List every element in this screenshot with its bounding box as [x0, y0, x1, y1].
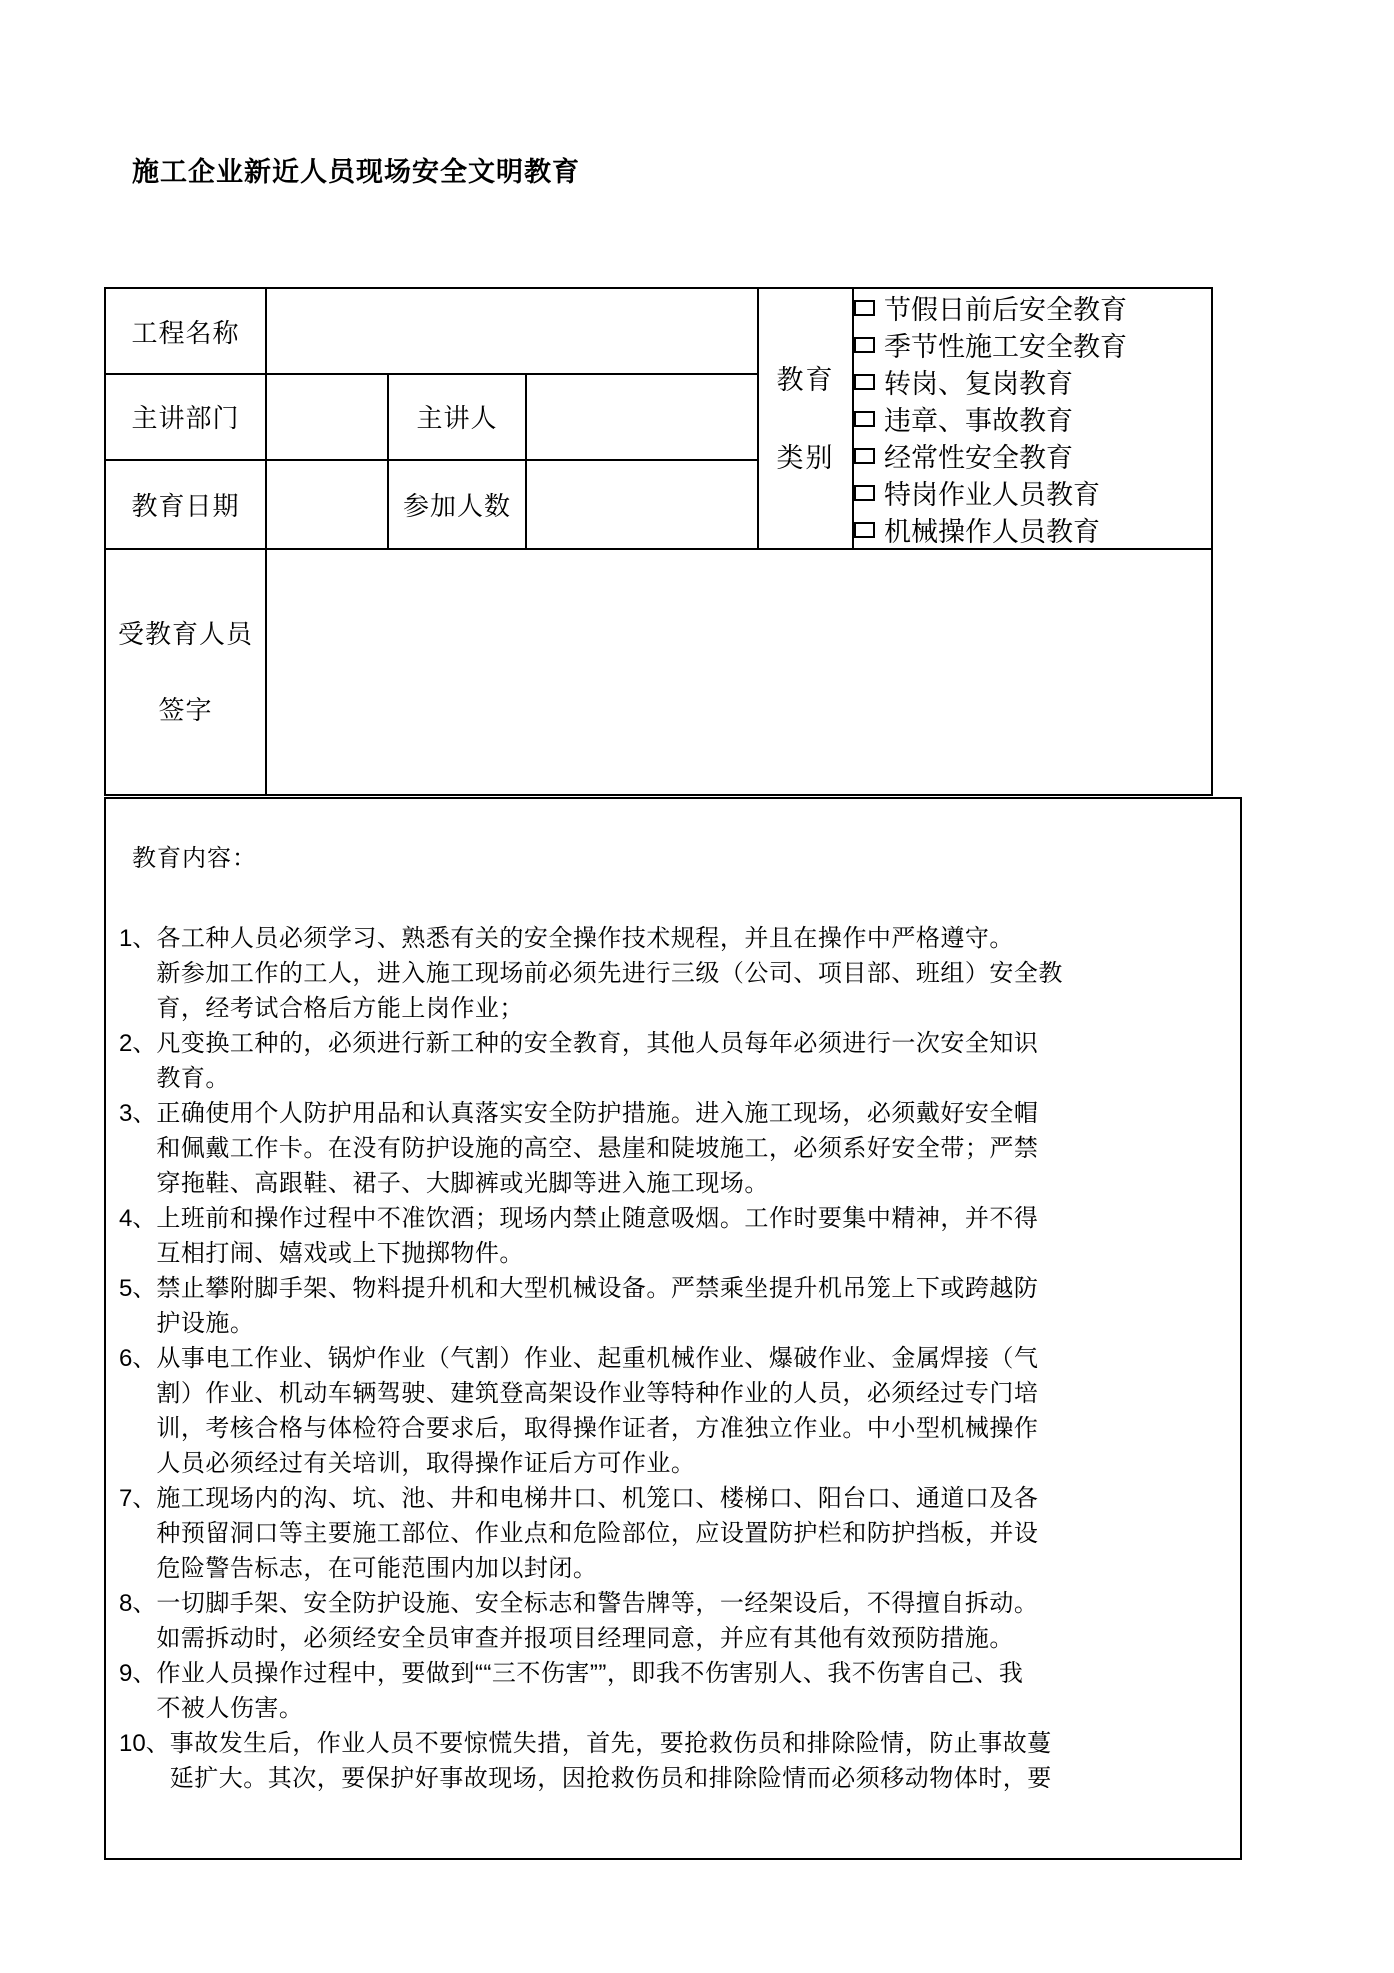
checkbox-icon[interactable]	[854, 485, 875, 501]
safety-education-form-table	[104, 287, 1213, 796]
content-item-number: 2、	[119, 1030, 157, 1057]
checkbox-icon[interactable]	[854, 337, 875, 353]
content-item	[119, 1586, 1222, 1656]
signature-label-line1: 受教育人员	[117, 619, 253, 649]
content-item-line: 互相打闹、嬉戏或上下抛掷物件。	[156, 1240, 524, 1267]
content-item-line: 教育。	[156, 1065, 230, 1092]
content-item-line: 禁止攀附脚手架、物料提升机和大型机械设备。严禁乘坐提升机吊笼上下或跨越防	[156, 1275, 1039, 1302]
content-item-line: 事故发生后，作业人员不要惊慌失措，首先，要抢救伤员和排除险情，防止事故蔓	[169, 1730, 1052, 1757]
education-type-label	[758, 288, 853, 549]
education-type-list	[854, 289, 1211, 548]
content-item-line: 从事电工作业、锅炉作业（气割）作业、起重机械作业、爆破作业、金属焊接（气	[156, 1345, 1039, 1372]
content-item-line: 新参加工作的工人，进入施工现场前必须先进行三级（公司、项目部、班组）安全教	[156, 960, 1063, 987]
education-type-option	[854, 363, 1211, 400]
education-type-option-label: 转岗、复岗教育	[884, 369, 1074, 399]
education-type-option	[854, 511, 1211, 548]
content-item-text	[170, 1726, 1222, 1796]
education-type-label-line1: 教育	[776, 364, 835, 395]
education-type-option-label: 经常性安全教育	[884, 443, 1074, 473]
education-type-option	[854, 400, 1211, 437]
content-item-number: 4、	[119, 1205, 157, 1232]
content-item-text	[156, 1341, 1222, 1481]
content-item-line: 穿拖鞋、高跟鞋、裙子、大脚裤或光脚等进入施工现场。	[156, 1170, 769, 1197]
checkbox-icon[interactable]	[854, 374, 875, 390]
content-item-line: 上班前和操作过程中不准饮酒；现场内禁止随意吸烟。工作时要集中精神，并不得	[156, 1205, 1039, 1232]
content-item-number: 7、	[119, 1485, 157, 1512]
content-item-line: 施工现场内的沟、坑、池、井和电梯井口、机笼口、楼梯口、阳台口、通道口及各	[156, 1485, 1039, 1512]
content-item-line: 护设施。	[156, 1310, 255, 1337]
checkbox-icon[interactable]	[854, 300, 875, 316]
content-item-text	[156, 1026, 1222, 1096]
content-item-line: 种预留洞口等主要施工部位、作业点和危险部位，应设置防护栏和防护挡板，并设	[156, 1520, 1039, 1547]
content-item-number: 8、	[119, 1590, 157, 1617]
content-item-number: 3、	[119, 1100, 157, 1127]
content-item-line: 作业人员操作过程中，要做到““三不伤害””，即我不伤害别人、我不伤害自己、我	[156, 1660, 1024, 1687]
education-type-options-cell	[853, 288, 1212, 549]
checkbox-icon[interactable]	[854, 448, 875, 464]
content-item	[119, 1271, 1222, 1341]
lecture-dept-input-cell[interactable]	[266, 374, 388, 459]
content-item	[119, 1096, 1222, 1201]
content-item-text	[156, 1271, 1222, 1341]
content-item	[119, 1026, 1222, 1096]
content-item-text	[156, 1656, 1222, 1726]
content-item	[119, 921, 1222, 1026]
content-item-text	[156, 921, 1222, 1026]
content-item-number: 10、	[119, 1730, 170, 1757]
education-type-option-label: 季节性施工安全教育	[884, 332, 1128, 362]
content-item-line: 延扩大。其次，要保护好事故现场，因抢救伤员和排除险情而必须移动物体时，要	[169, 1765, 1052, 1792]
participants-input-cell[interactable]	[526, 460, 758, 549]
signature-label-line2: 签字	[158, 695, 213, 725]
lecture-dept-label: 主讲部门	[105, 374, 266, 459]
content-item-text	[156, 1481, 1222, 1586]
content-item-line: 割）作业、机动车辆驾驶、建筑登高架设作业等特种作业的人员，必须经过专门培	[156, 1380, 1039, 1407]
content-item-text	[156, 1096, 1222, 1201]
content-item-line: 如需拆动时，必须经安全员审查并报项目经理同意，并应有其他有效预防措施。	[156, 1625, 1014, 1652]
content-item	[119, 1201, 1222, 1271]
education-type-option-label: 机械操作人员教育	[884, 517, 1101, 547]
education-date-input-cell[interactable]	[266, 460, 388, 549]
content-item-number: 1、	[119, 925, 157, 952]
content-item-line: 一切脚手架、安全防护设施、安全标志和警告牌等，一经架设后，不得擅自拆动。	[156, 1590, 1039, 1617]
content-item	[119, 1341, 1222, 1481]
content-item-line: 不被人伤害。	[156, 1695, 304, 1722]
content-item-number: 5、	[119, 1275, 157, 1302]
project-name-input-cell[interactable]	[266, 288, 758, 374]
education-type-option-label: 特岗作业人员教育	[884, 480, 1101, 510]
content-item-line: 各工种人员必须学习、熟悉有关的安全操作技术规程，并且在操作中严格遵守。	[156, 925, 1014, 952]
content-item-line: 育，经考试合格后方能上岗作业；	[156, 995, 524, 1022]
checkbox-icon[interactable]	[854, 411, 875, 427]
checkbox-icon[interactable]	[854, 522, 875, 538]
signature-input-cell[interactable]	[266, 549, 1212, 795]
education-type-option	[854, 326, 1211, 363]
content-item-list	[119, 921, 1222, 1796]
content-item	[119, 1656, 1222, 1726]
education-type-option	[854, 437, 1211, 474]
content-item	[119, 1481, 1222, 1586]
page-title: 施工企业新近人员现场安全文明教育	[132, 157, 580, 187]
content-item-text	[156, 1201, 1222, 1271]
content-item-line: 训，考核合格与体检符合要求后，取得操作证者，方准独立作业。中小型机械操作	[156, 1415, 1039, 1442]
content-item	[119, 1726, 1222, 1796]
content-item-text	[156, 1586, 1222, 1656]
content-item-line: 凡变换工种的，必须进行新工种的安全教育，其他人员每年必须进行一次安全知识	[156, 1030, 1039, 1057]
content-item-line: 和佩戴工作卡。在没有防护设施的高空、悬崖和陡坡施工，必须系好安全带；严禁	[156, 1135, 1039, 1162]
participants-label: 参加人数	[388, 460, 526, 549]
education-date-label: 教育日期	[105, 460, 266, 549]
signature-label	[105, 549, 266, 795]
lecturer-input-cell[interactable]	[526, 374, 758, 459]
education-type-option-label: 违章、事故教育	[884, 406, 1074, 436]
education-type-option	[854, 474, 1211, 511]
content-item-line: 危险警告标志，在可能范围内加以封闭。	[156, 1555, 598, 1582]
project-name-label: 工程名称	[105, 288, 266, 374]
education-content-heading: 教育内容：	[132, 845, 257, 872]
education-type-option	[854, 289, 1211, 326]
lecturer-label: 主讲人	[388, 374, 526, 459]
content-item-number: 6、	[119, 1345, 157, 1372]
content-item-line: 正确使用个人防护用品和认真落实安全防护措施。进入施工现场，必须戴好安全帽	[156, 1100, 1039, 1127]
education-type-option-label: 节假日前后安全教育	[884, 295, 1128, 325]
education-type-label-line2: 类别	[776, 442, 835, 473]
education-content-box	[104, 797, 1242, 1860]
content-item-line: 人员必须经过有关培训，取得操作证后方可作业。	[156, 1450, 696, 1477]
content-item-number: 9、	[119, 1660, 157, 1687]
